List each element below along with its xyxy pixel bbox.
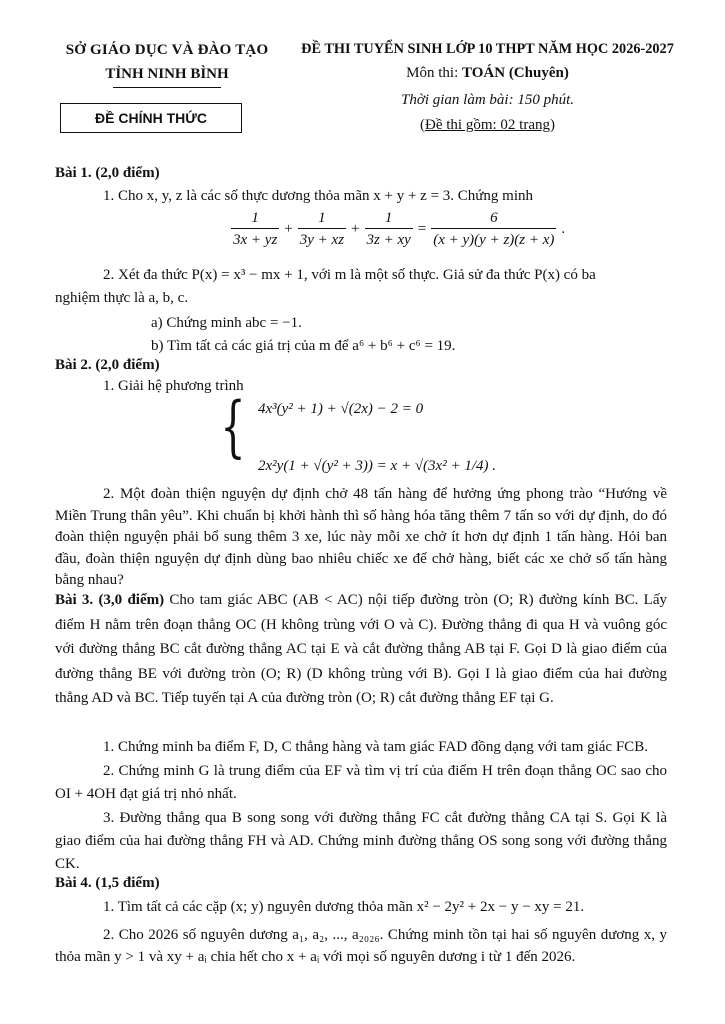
bai4-q1: 1. Tìm tất cả các cặp (x; y) nguyên dương thỏa mãn x² − 2y² + 2x − y − xy = 21. <box>103 899 585 915</box>
bai2-q1: 1. Giải hệ phương trình <box>103 378 244 394</box>
fraction-1-den: 3x + yz <box>231 228 279 250</box>
exam-title: ĐỀ THI TUYỂN SINH LỚP 10 THPT NĂM HỌC 2026-2027 <box>301 41 674 57</box>
fraction-2-num: 1 <box>318 210 326 226</box>
bai1-q2b: b) Tìm tất cả các giá trị của m để a⁶ + b⁶ + c⁶ = 19. <box>151 338 456 354</box>
page-count-text: Đề thi gồm: 02 trang <box>425 116 550 133</box>
subject-prefix: Môn thi: <box>406 65 459 82</box>
period: . <box>561 221 566 238</box>
bai3-intro-text: Cho tam giác ABC (AB < AC) nội tiếp đường tròn (O; R) đường kính BC. Lấy điểm H nằm trên đoạn thẳng OC (H không trùng với O và C). Đường thẳng đi qua H và vuông góc với đường thẳng BC cắt đường thẳng AC tại E và cắt đường thẳng AB tại F. Gọi D là giao điểm của đường thẳng BE với đường tròn (O; R) (D không trùng với B). Gọi I là giao điểm của hai đường thẳng AD và BC. Tiếp tuyến tại A của đường tròn (O; R) cắt đường thẳng EF tại G. <box>55 592 668 706</box>
bai3-q2: 2. Chứng minh G là trung điểm của EF và tìm vị trí của điểm H trên đoạn thẳng OC sao cho OI + 4OH đạt giá trị nhỏ nhất. <box>55 763 667 802</box>
official-label: ĐỀ CHÍNH THỨC <box>60 103 242 133</box>
bai3-intro <box>55 588 667 711</box>
bai1-q2-line2: nghiệm thực là a, b, c. <box>55 290 189 306</box>
bai1-title: Bài 1. (2,0 điểm) <box>55 165 160 181</box>
fraction-3-den: 3z + xy <box>365 228 413 250</box>
province-name: TỈNH NINH BÌNH <box>105 66 229 83</box>
subject-name: TOÁN (Chuyên) <box>462 65 569 82</box>
page-count-close: ) <box>549 116 555 133</box>
department-name: SỞ GIÁO DỤC VÀ ĐÀO TẠO <box>65 42 269 58</box>
brace-icon: { <box>220 388 246 465</box>
header-underline <box>113 87 221 88</box>
bai3-q1: 1. Chứng minh ba điểm F, D, C thẳng hàng và tam giác FAD đồng dạng với tam giác FCB. <box>103 739 648 755</box>
bai1-q2-line1: 2. Xét đa thức P(x) = x³ − mx + 1, với m là một số thực. Giả sử đa thức P(x) có ba <box>103 267 596 283</box>
fraction-4-num: 6 <box>490 210 498 226</box>
time-limit: Thời gian làm bài: 150 phút. <box>400 91 574 108</box>
fraction-1 <box>231 208 279 251</box>
bai1-q2a: a) Chứng minh abc = −1. <box>151 315 302 331</box>
fraction-4-den: (x + y)(y + z)(z + x) <box>431 228 556 250</box>
page-count-open: ( <box>420 116 425 133</box>
equation-1: 4x³(y² + 1) + √(2x) − 2 = 0 <box>258 401 424 417</box>
plus-sign: + <box>351 221 360 238</box>
bai1-identity <box>228 208 567 251</box>
bai2-title: Bài 2. (2,0 điểm) <box>55 357 160 373</box>
bai4-title: Bài 4. (1,5 điểm) <box>55 875 160 891</box>
equation-2: 2x²y(1 + √(y² + 3)) = x + √(3x² + 1/4) . <box>258 457 496 474</box>
subject-line <box>290 63 685 83</box>
fraction-4 <box>431 208 556 251</box>
plus-sign: + <box>284 221 293 238</box>
page-count <box>290 115 685 135</box>
header-right <box>290 40 685 135</box>
bai2-q2: 2. Một đoàn thiện nguyện dự định chở 48 tấn hàng để hưởng ứng phong trào “Hướng về Miền Trung thân yêu”. Khi chuẩn bị khởi hành thì số hàng hóa tăng thêm 7 tấn so với dự định, do đó đoàn thiện nguyện phải bổ sung thêm 3 xe, lúc này mỗi xe chở ít hơn dự định 1 tấn hàng. Hỏi ban đầu, đoàn thiện nguyện dự định dùng bao nhiêu chiếc xe để chở hàng, biết các xe chở số tấn hàng bằng nhau? <box>55 486 667 588</box>
header-left <box>52 40 282 88</box>
bai3-q3: 3. Đường thẳng qua B song song với đường thẳng FC cắt đường thẳng CA tại S. Gọi K là giao điểm của hai đường thẳng FH và AD. Chứng minh đường thẳng OS song song với đường thẳng CK. <box>55 810 667 872</box>
bai3-title: Bài 3. (3,0 điểm) <box>55 592 165 608</box>
bai1-q1: 1. Cho x, y, z là các số thực dương thỏa mãn x + y + z = 3. Chứng minh <box>103 188 533 204</box>
fraction-3 <box>365 208 413 251</box>
equation-system <box>212 388 496 476</box>
fraction-2-den: 3y + xz <box>298 228 346 250</box>
fraction-1-num: 1 <box>251 210 259 226</box>
equations <box>258 396 496 476</box>
fraction-2 <box>298 208 346 251</box>
equals-sign: = <box>417 221 427 238</box>
fraction-3-num: 1 <box>384 210 393 226</box>
bai4-q2: 2. Cho 2026 số nguyên dương a₁, a₂, ..., a₂₀₂₆. Chứng minh tồn tại hai số nguyên dương x, y thỏa mãn y > 1 và xy + aᵢ chia hết cho x + aᵢ với mọi số nguyên dương i từ 1 đến 2026. <box>55 927 667 965</box>
